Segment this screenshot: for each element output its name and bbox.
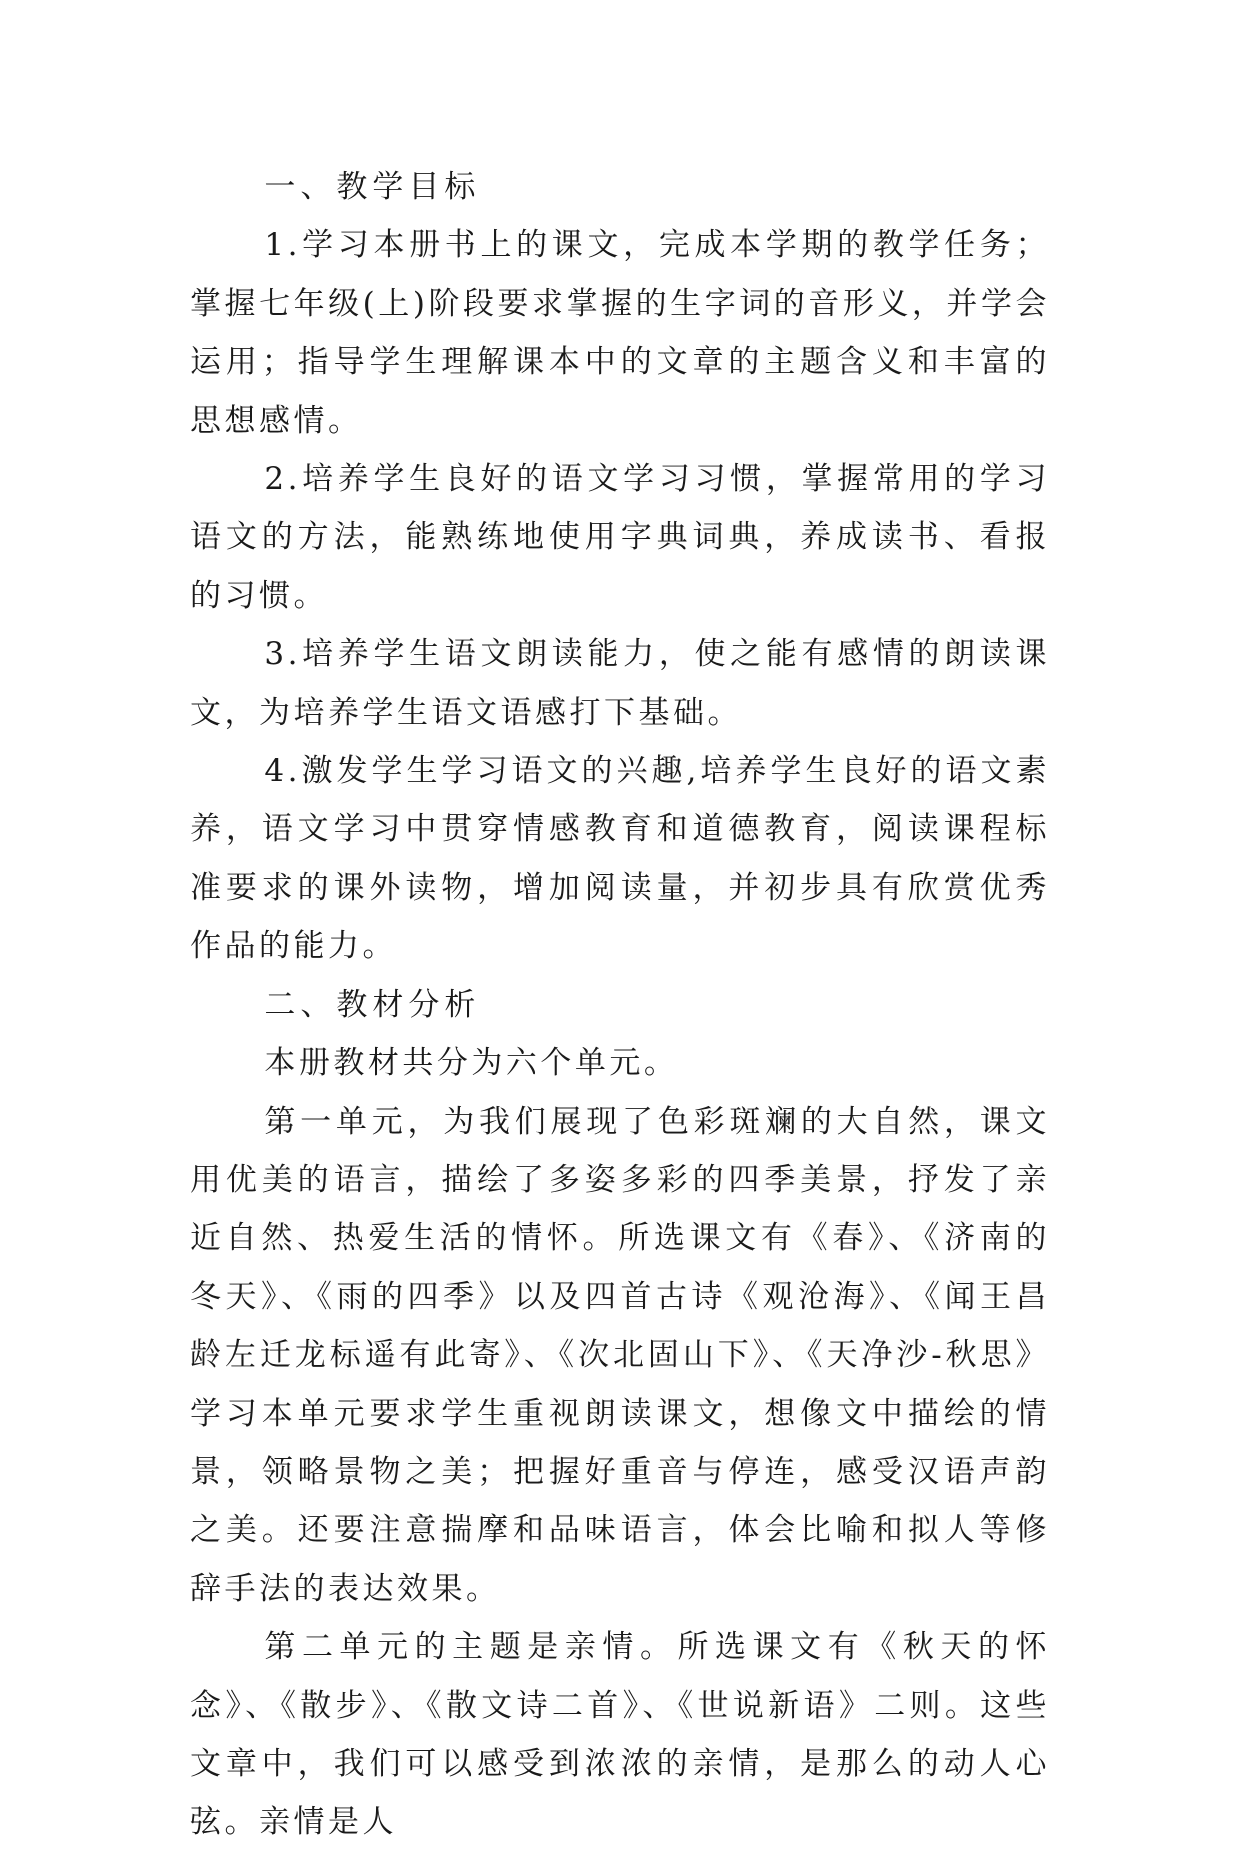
goal-item-3: 3.培养学生语文朗读能力，使之能有感情的朗读课文，为培养学生语文语感打下基础。 <box>190 636 1050 731</box>
goal-item-4: 4.激发学生学习语文的兴趣,培养学生良好的语文素养，语文学习中贯穿情感教育和道德教育，阅读课程标准要求的课外读物，增加阅读量，并初步具有欣赏优秀作品的能力。 <box>190 753 1050 965</box>
section-heading-textbook-analysis: 二、教材分析 <box>264 986 481 1023</box>
paragraph-unit-1: 第一单元，为我们展现了色彩斑斓的大自然，课文用优美的语言，描绘了多姿多彩的四季美景，抒发了亲近自然、热爱生活的情怀。所选课文有《春》、《济南的冬天》、《雨的四季》以及四首古诗《观沧海》、《闻王昌龄左迁龙标遥有此寄》、《次北固山下》、《天净沙-秋思》学习本单元要求学生重视朗读课文，想像文中描绘的情景，领略景物之美；把握好重音与停连，感受汉语声韵之美。还要注意揣摩和品味语言，体会比喻和拟人等修辞手法的表达效果。 <box>190 1103 1050 1607</box>
paragraph-unit-2: 第二单元的主题是亲情。所选课文有《秋天的怀念》、《散步》、《散文诗二首》、《世说新语》二则。这些文章中，我们可以感受到浓浓的亲情，是那么的动人心弦。亲情是人 <box>190 1629 1050 1841</box>
document-page <box>190 158 1050 1852</box>
paragraph-units-overview: 本册教材共分为六个单元。 <box>264 1045 679 1082</box>
goal-item-1: 1.学习本册书上的课文，完成本学期的教学任务；掌握七年级(上)阶段要求掌握的生字词的音形义，并学会运用；指导学生理解课本中的文章的主题含义和丰富的思想感情。 <box>190 227 1050 439</box>
section-heading-teaching-goals: 一、教学目标 <box>264 169 481 205</box>
goal-item-2: 2.培养学生良好的语文学习习惯，掌握常用的学习语文的方法，能熟练地使用字典词典，养成读书、看报的习惯。 <box>190 461 1050 614</box>
